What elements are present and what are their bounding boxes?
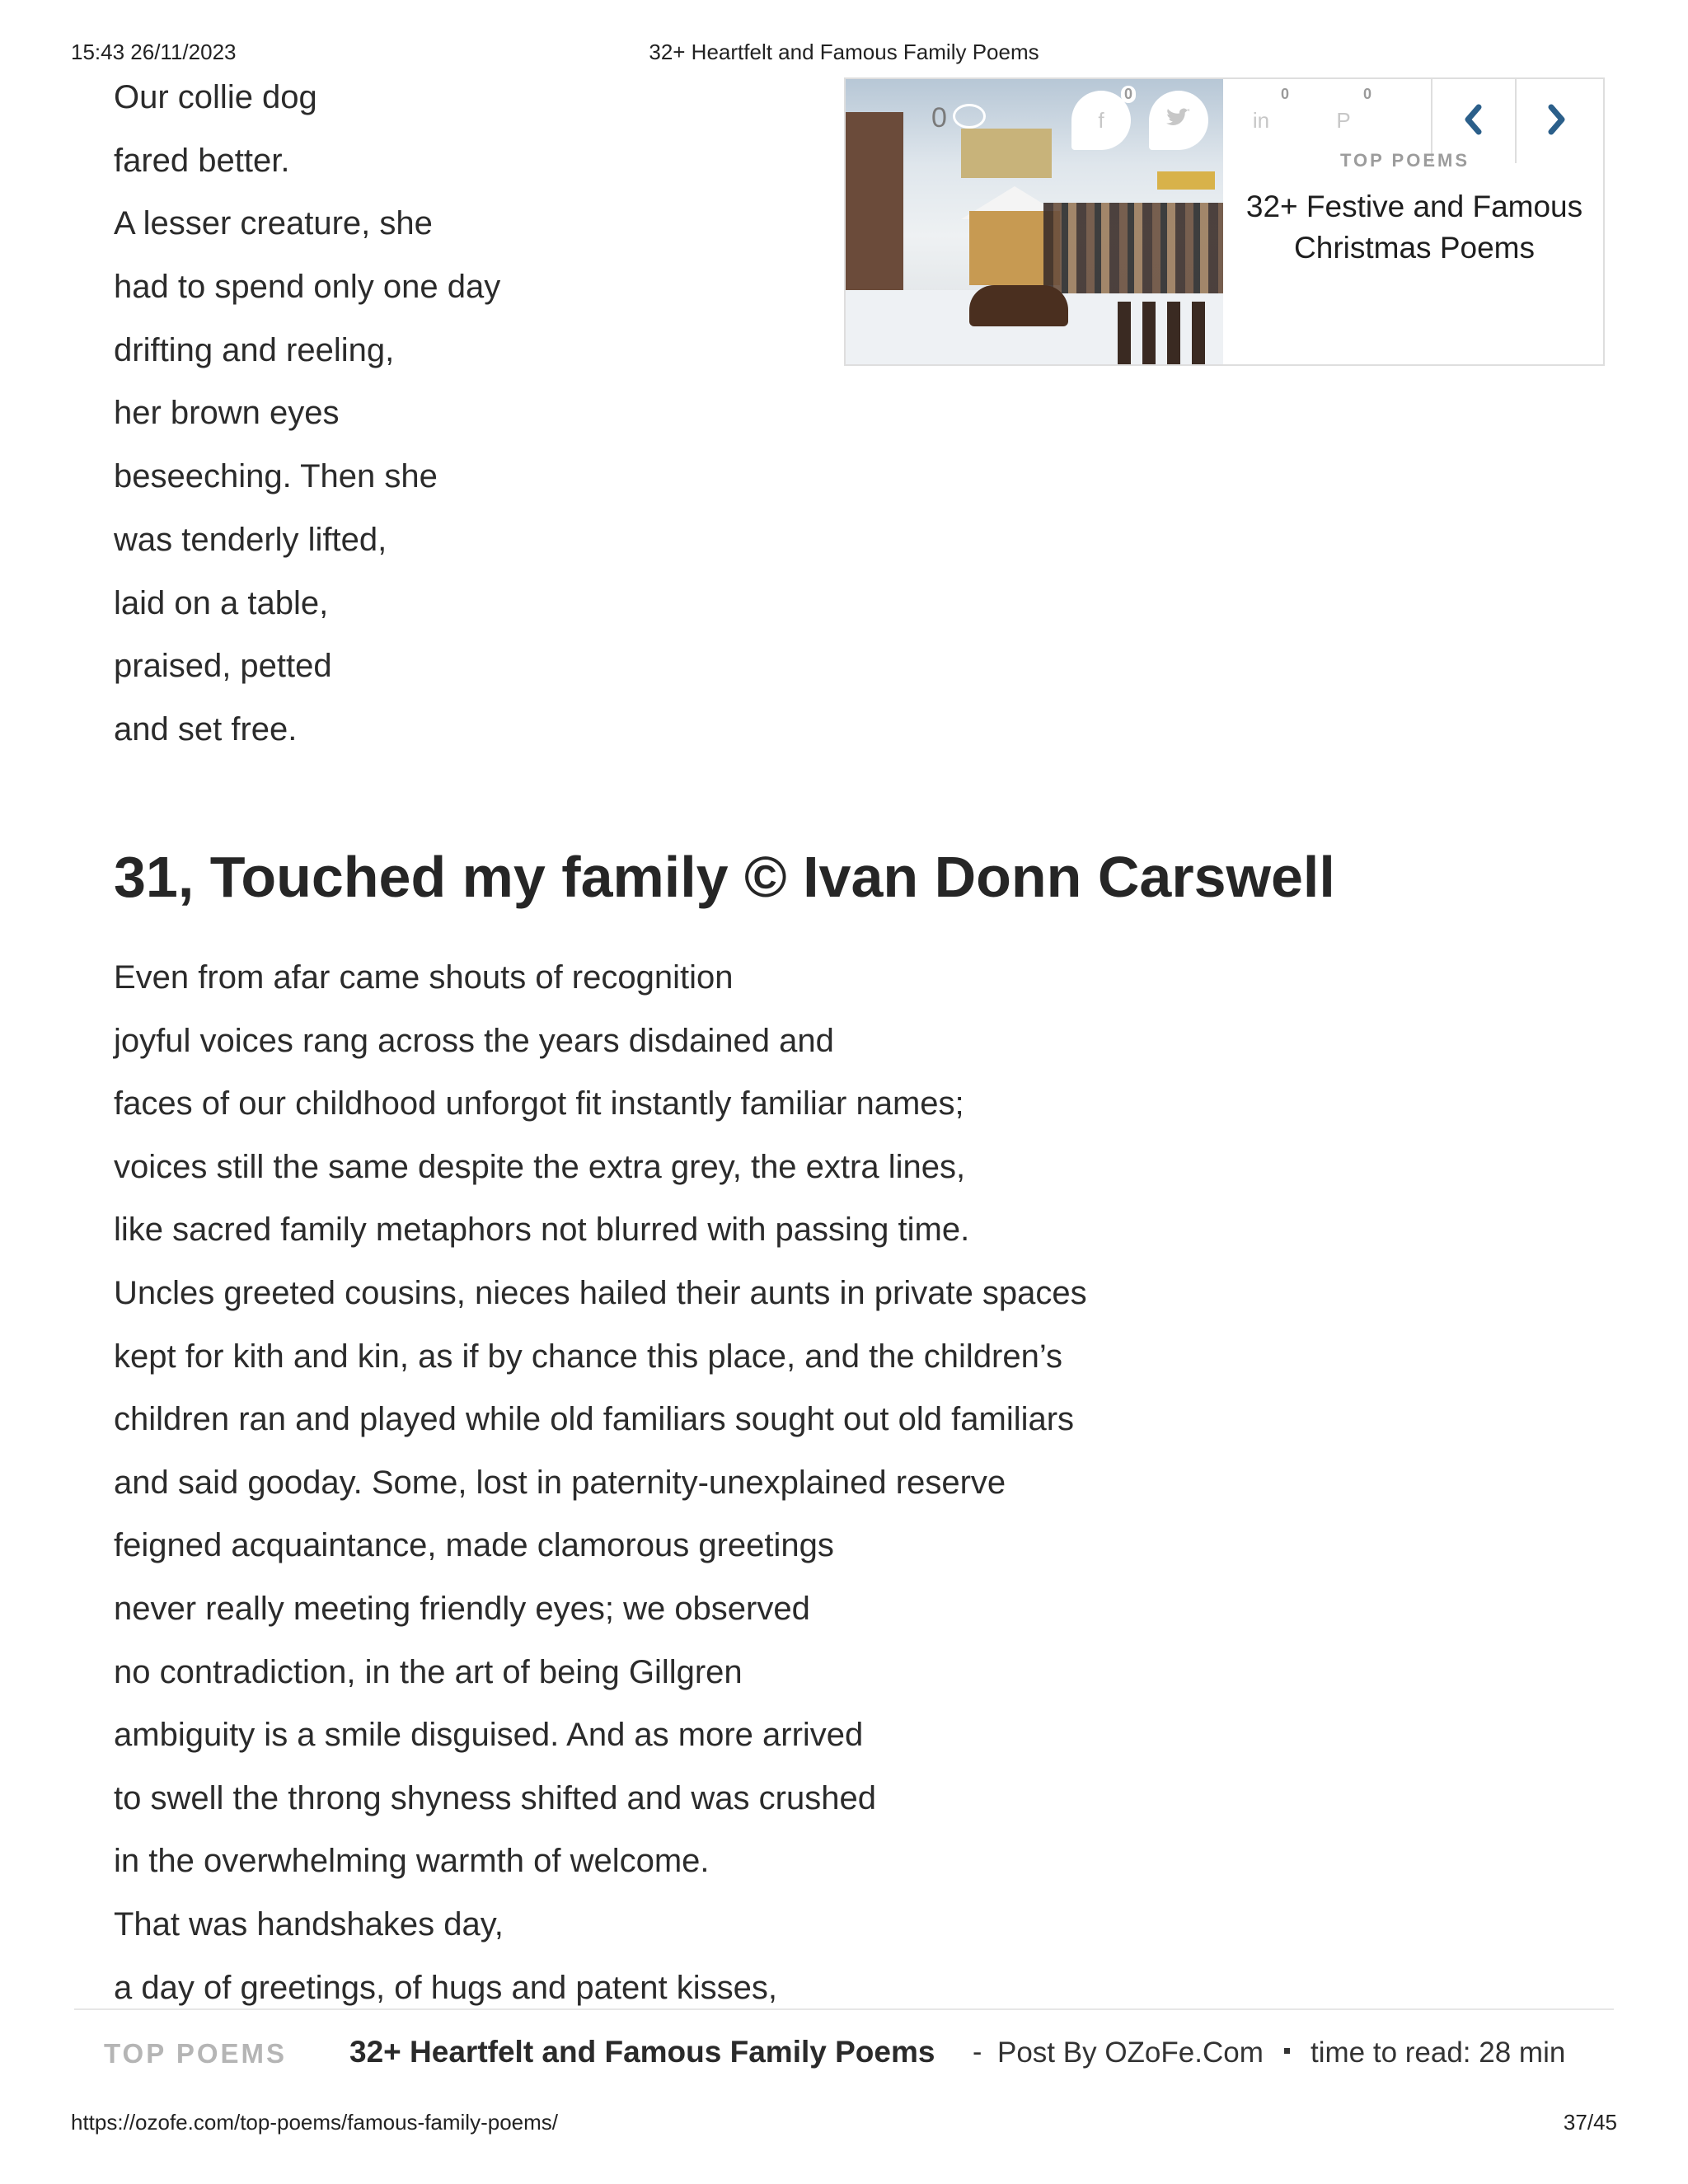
poem-line: ambiguity is a smile disguised. And as more arrived [114, 1717, 864, 1754]
pinterest-share-count: 0 [1362, 86, 1372, 102]
post-byline: Post By OZoFe.Com [997, 2036, 1264, 2069]
linkedin-icon: in [1252, 107, 1270, 133]
poem-line: A lesser creature, she [114, 205, 433, 242]
poem-line: drifting and reeling, [114, 331, 395, 368]
facebook-icon: f [1098, 107, 1104, 133]
comment-icon[interactable] [953, 104, 986, 129]
poem-line: Our collie dog [114, 79, 317, 115]
poem-line: and said gooday. Some, lost in paternity-unexplained reserve [114, 1464, 1006, 1501]
print-header [71, 40, 1617, 68]
poem-line: like sacred family metaphors not blurred with passing time. [114, 1212, 970, 1249]
post-title: 32+ Heartfelt and Famous Family Poems [349, 2035, 935, 2069]
poem-line: joyful voices rang across the years disdained and [114, 1022, 834, 1059]
page-number: 37/45 [1563, 2110, 1617, 2135]
print-url: https://ozofe.com/top-poems/famous-family-poems/ [71, 2110, 559, 2135]
print-timestamp: 15:43 26/11/2023 [71, 40, 237, 64]
poem-line: faces of our childhood unforgot fit instantly familiar names; [114, 1085, 964, 1122]
poem-line: children ran and played while old familiars sought out old familiars [114, 1401, 1075, 1438]
sticky-post-bar [74, 2008, 1614, 2094]
poem-line: beseeching. Then she [114, 458, 438, 495]
poem-line: kept for kith and kin, as if by chance this place, and the children’s [114, 1338, 1063, 1375]
read-time: time to read: 28 min [1311, 2036, 1566, 2069]
linkedin-share-button[interactable] [1231, 86, 1291, 150]
poem-line: feigned acquaintance, made clamorous greetings [114, 1527, 834, 1564]
painting-building [961, 129, 1052, 178]
poem-line: praised, petted [114, 648, 332, 685]
poem-body [114, 961, 1087, 2034]
chevron-right-icon [1547, 104, 1567, 139]
poem-line: voices still the same despite the extra grey, the extra lines, [114, 1148, 966, 1185]
post-category[interactable]: TOP POEMS [104, 2038, 288, 2069]
comment-count: 0 [931, 102, 947, 134]
related-post-widget [844, 77, 1605, 366]
painting-horses [969, 285, 1068, 326]
painting-crowd [1043, 203, 1223, 293]
print-footer [71, 2110, 1617, 2138]
pinterest-share-button[interactable] [1314, 86, 1373, 150]
painting-building [846, 112, 903, 293]
poem-line: had to spend only one day [114, 269, 501, 306]
related-post-title[interactable]: 32+ Festive and Famous Christmas Poems [1245, 190, 1583, 265]
poem-line: no contradiction, in the art of being Gillgren [114, 1653, 743, 1690]
poem-line: was tenderly lifted, [114, 521, 387, 558]
poem-line: That was handshakes day, [114, 1905, 504, 1943]
poem-line: never really meeting friendly eyes; we observed [114, 1590, 810, 1627]
next-post-button[interactable] [1517, 79, 1597, 163]
painting-people [1118, 302, 1208, 364]
poem-line: her brown eyes [114, 395, 340, 432]
title-separator: - [973, 2036, 982, 2068]
linkedin-share-count: 0 [1280, 86, 1289, 102]
bullet-separator [1284, 2048, 1290, 2054]
related-post-category[interactable]: TOP POEMS [1340, 150, 1470, 171]
poem-line: a day of greetings, of hugs and patent kisses, [114, 1969, 777, 2006]
chevron-left-icon [1463, 104, 1483, 139]
print-document-title: 32+ Heartfelt and Famous Family Poems [649, 40, 1039, 64]
poem-line: Uncles greeted cousins, nieces hailed their aunts in private spaces [114, 1274, 1087, 1311]
poem-line: Even from afar came shouts of recognition [114, 959, 734, 996]
poem-line: fared better. [114, 142, 290, 179]
poem-line: and set free. [114, 710, 298, 748]
pinterest-icon: P [1336, 107, 1351, 133]
painting-sign [1157, 171, 1215, 190]
poem-continuation [114, 81, 500, 776]
poem-line: to swell the throng shyness shifted and was crushed [114, 1779, 876, 1816]
twitter-icon [1166, 108, 1191, 134]
twitter-share-button[interactable] [1149, 91, 1208, 150]
poem-line: in the overwhelming warmth of welcome. [114, 1843, 710, 1880]
facebook-share-button[interactable] [1071, 86, 1132, 150]
facebook-share-count: 0 [1121, 86, 1136, 103]
section-heading: 31, Touched my family © Ivan Donn Carswell [114, 845, 1335, 909]
poem-line: laid on a table, [114, 584, 329, 621]
